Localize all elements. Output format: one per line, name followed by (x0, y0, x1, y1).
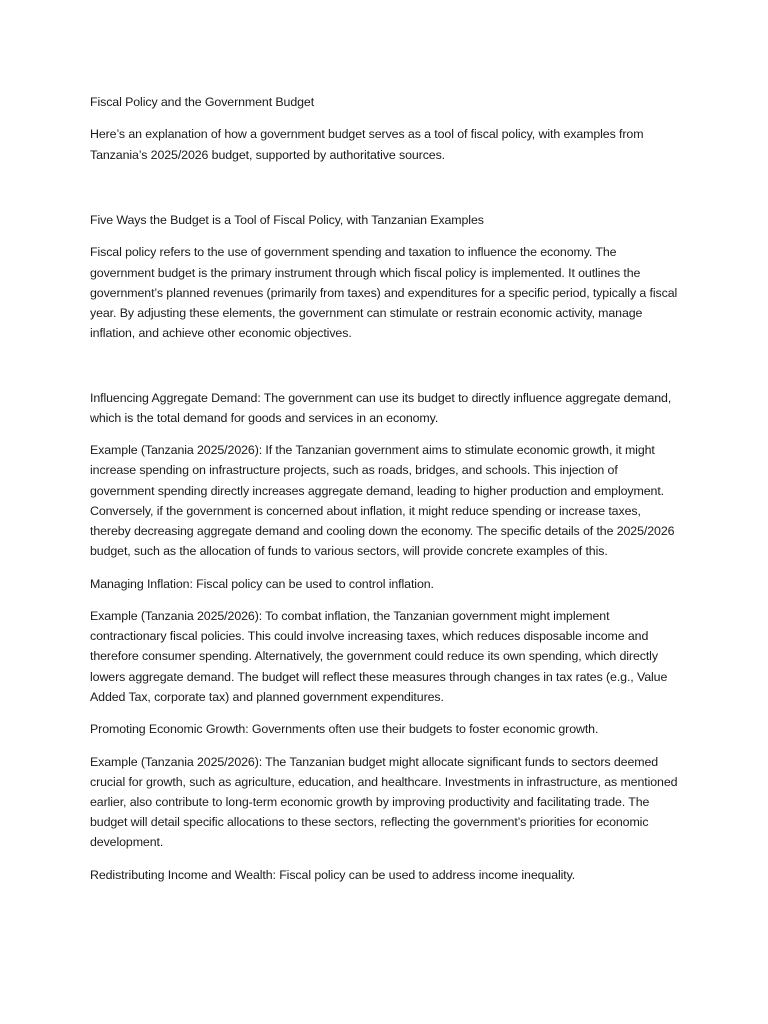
intro-paragraph: Here’s an explanation of how a government budget serves as a tool of fiscal policy, with examples from Tanzania’s 2025/2026 budget, supported by authoritative sources. (90, 127, 644, 162)
spacer (90, 356, 682, 388)
example-managing-inflation: Example (Tanzania 2025/2026): To combat inflation, the Tanzanian government might implement contractionary fiscal policies. This could involve increasing taxes, which reduces disposable income and therefore consumer spending. Alternatively, the government could reduce its own spending, which directly lowers aggregate demand. The budget will reflect these measures through changes in tax rates (e.g., Value Added Tax, corporate tax) and planned government expenditures. (90, 608, 668, 704)
point-aggregate-demand: Influencing Aggregate Demand: The government can use its budget to directly influence aggregate demand, which is the total demand for goods and services in an economy. (90, 390, 672, 425)
point-redistribution: Redistributing Income and Wealth: Fiscal policy can be used to address income inequality. (90, 867, 576, 882)
example-aggregate-demand: Example (Tanzania 2025/2026): If the Tanzanian government aims to stimulate economic growth, it might increase spending on infrastructure projects, such as roads, bridges, and schools. This injection of government spending directly increases aggregate demand, leading to higher production and employment. Conversely, if the government is concerned about inflation, it might reduce spending or increase taxes, thereby decreasing aggregate demand and cooling down the economy. The specific details of the 2025/2026 budget, such as the allocation of funds to various sectors, will provide concrete examples of this. (90, 443, 675, 559)
definition-paragraph: Fiscal policy refers to the use of government spending and taxation to influence the economy. The government budget is the primary instrument through which fiscal policy is implemented. It outlines the government’s planned revenues (primarily from taxes) and expenditures for a specific period, typically a fiscal year. By adjusting these elements, the government can stimulate or restrain economic activity, manage inflation, and achieve other economic objectives. (90, 245, 678, 341)
example-economic-growth: Example (Tanzania 2025/2026): The Tanzanian budget might allocate significant funds to sectors deemed crucial for growth, such as agriculture, education, and healthcare. Investments in infrastructure, as mentioned earlier, also contribute to long-term economic growth by improving productivity and facilitating trade. The budget will detail specific allocations to these sectors, reflecting the government’s priorities for economic development. (90, 754, 678, 850)
spacer (90, 177, 682, 210)
document-title: Fiscal Policy and the Government Budget (90, 95, 315, 109)
point-managing-inflation: Managing Inflation: Fiscal policy can be used to control inflation. (90, 576, 434, 591)
document-page (90, 92, 682, 897)
point-economic-growth: Promoting Economic Growth: Governments often use their budgets to foster economic growth. (90, 722, 599, 737)
section-heading: Five Ways the Budget is a Tool of Fiscal Policy, with Tanzanian Examples (90, 212, 484, 227)
